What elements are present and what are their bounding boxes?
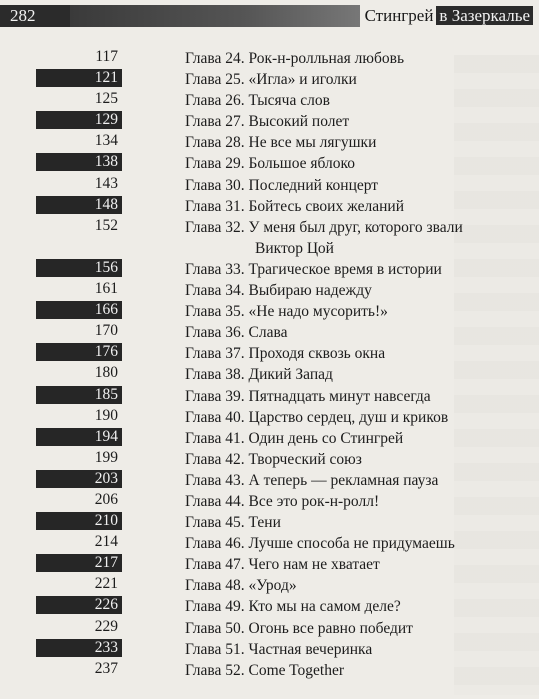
toc-page-number: 194 <box>36 428 122 446</box>
toc-page-number: 117 <box>95 48 118 65</box>
toc-chapter-title <box>185 554 515 575</box>
toc-chapter-title <box>185 512 515 533</box>
toc-entry <box>0 532 539 553</box>
toc-page-number: 229 <box>94 617 118 635</box>
toc-entry <box>0 342 539 363</box>
toc-chapter-title <box>185 217 515 259</box>
toc-chapter-title <box>185 111 515 132</box>
toc-chapter-title <box>185 639 515 660</box>
toc-chapter-title-text: Глава 33. Трагическое время в истории <box>185 260 442 278</box>
running-title <box>365 6 533 26</box>
toc-chapter-title-text: Глава 39. Пятнадцать минут навсегда <box>185 387 431 405</box>
toc-entry <box>0 617 539 638</box>
toc-chapter-title <box>185 343 515 364</box>
toc-page-number: 148 <box>36 196 122 214</box>
page-header <box>0 0 539 30</box>
toc-chapter-title-text: Глава 26. Тысяча слов <box>185 92 330 110</box>
toc-page-number: 180 <box>94 364 118 382</box>
toc-chapter-title <box>185 407 515 428</box>
toc-chapter-title <box>185 470 515 491</box>
toc-chapter-title <box>185 618 515 639</box>
toc-chapter-title-text: Глава 45. Тени <box>185 514 281 532</box>
toc-chapter-title-text: Глава 31. Бойтесь своих желаний <box>185 197 404 215</box>
toc-entry <box>0 490 539 511</box>
toc-page-number: 206 <box>94 490 118 508</box>
toc-chapter-title-text: Глава 41. Один день со Стингрей <box>185 429 404 447</box>
toc-page-number: 152 <box>94 216 118 234</box>
toc-chapter-title <box>185 449 515 470</box>
toc-entry <box>0 110 539 131</box>
toc-chapter-title <box>185 69 515 90</box>
toc-page-number: 233 <box>36 639 122 657</box>
toc-entry <box>0 174 539 195</box>
toc-page-number: 121 <box>36 69 122 87</box>
table-of-contents <box>0 47 539 680</box>
toc-chapter-title-text: Глава 29. Большое яблоко <box>185 155 356 173</box>
toc-chapter-title-text: Глава 43. А теперь — рекламная пауза <box>185 471 439 489</box>
toc-chapter-title-text: Глава 25. «Игла» и иголки <box>185 71 357 89</box>
toc-entry <box>0 216 539 258</box>
toc-entry <box>0 321 539 342</box>
toc-page-number: 237 <box>94 659 118 677</box>
toc-chapter-title-text: Глава 35. «Не надо мусорить!» <box>185 303 388 321</box>
toc-entry <box>0 131 539 152</box>
toc-entry <box>0 595 539 616</box>
toc-chapter-title <box>185 575 515 596</box>
running-title-prefix: Стингрей <box>364 6 434 25</box>
toc-chapter-title <box>185 301 515 322</box>
toc-chapter-title <box>185 175 515 196</box>
toc-entry <box>0 448 539 469</box>
toc-chapter-title <box>185 280 515 301</box>
toc-chapter-title-text: Глава 24. Рок-н-ролльная любовь <box>185 50 405 67</box>
toc-chapter-title-text: Глава 30. Последний концерт <box>185 176 379 194</box>
toc-page-number: 217 <box>36 554 122 572</box>
toc-page-number: 185 <box>36 386 122 404</box>
toc-chapter-title-text: Глава 36. Слава <box>185 324 288 342</box>
toc-entry <box>0 659 539 680</box>
toc-page-number: 125 <box>94 90 118 108</box>
toc-chapter-title <box>185 660 515 681</box>
toc-page-number: 170 <box>94 322 118 340</box>
toc-chapter-title <box>185 48 515 69</box>
toc-chapter-title-text: Глава 50. Огонь все равно победит <box>185 619 413 637</box>
toc-chapter-title-text: Глава 37. Проходя сквозь окна <box>185 345 386 363</box>
toc-chapter-title <box>185 491 515 512</box>
toc-entry <box>0 152 539 173</box>
toc-chapter-title <box>185 153 515 174</box>
toc-chapter-title-text: Глава 46. Лучше способа не придумаешь <box>185 535 455 553</box>
toc-page-number: 221 <box>94 575 118 593</box>
toc-page-number: 134 <box>94 132 118 150</box>
toc-chapter-title <box>185 322 515 343</box>
toc-chapter-title-text: Глава 27. Высокий полет <box>185 113 350 131</box>
toc-entry <box>0 574 539 595</box>
toc-chapter-title-text: Глава 32. У меня был друг, которого звали <box>185 218 463 236</box>
toc-chapter-title <box>185 90 515 111</box>
toc-entry <box>0 638 539 659</box>
toc-page-number: 190 <box>94 406 118 424</box>
toc-page-number: 214 <box>94 533 118 551</box>
toc-entry <box>0 553 539 574</box>
toc-page-number: 210 <box>36 512 122 530</box>
toc-page-number: 199 <box>94 448 118 466</box>
toc-chapter-title <box>185 132 515 153</box>
toc-chapter-title-text: Глава 49. Кто мы на самом деле? <box>185 598 401 616</box>
running-title-suffix: в Зазеркалье <box>436 6 533 25</box>
toc-chapter-title <box>185 364 515 385</box>
page-number: 282 <box>0 5 70 27</box>
toc-entry <box>0 469 539 490</box>
toc-chapter-title-text: Глава 47. Чего нам не хватает <box>185 556 380 574</box>
toc-chapter-title-text: Глава 28. Не все мы лягушки <box>185 134 377 152</box>
toc-entry <box>0 427 539 448</box>
toc-chapter-title <box>185 259 515 280</box>
toc-chapter-title <box>185 196 515 217</box>
toc-chapter-title-continuation: Виктор Цой <box>255 239 334 257</box>
toc-entry <box>0 279 539 300</box>
toc-chapter-title-text: Глава 38. Дикий Запад <box>185 366 333 384</box>
toc-page-number: 176 <box>36 343 122 361</box>
toc-page-number: 203 <box>36 470 122 488</box>
toc-page-number: 143 <box>94 174 118 192</box>
toc-chapter-title-text: Глава 34. Выбираю надежду <box>185 282 372 300</box>
toc-page-number: 138 <box>36 153 122 171</box>
toc-chapter-title <box>185 386 515 407</box>
toc-entry <box>0 406 539 427</box>
toc-page-number: 166 <box>36 301 122 319</box>
toc-chapter-title-text: Глава 51. Частная вечеринка <box>185 640 373 658</box>
toc-entry <box>0 363 539 384</box>
toc-entry <box>0 258 539 279</box>
toc-page-number: 226 <box>36 596 122 614</box>
toc-page-number: 156 <box>36 259 122 277</box>
toc-chapter-title <box>185 533 515 554</box>
toc-chapter-title <box>185 428 515 449</box>
toc-entry <box>0 300 539 321</box>
toc-entry <box>0 47 539 68</box>
toc-entry <box>0 68 539 89</box>
toc-chapter-title-text: Глава 52. Come Together <box>185 661 345 679</box>
toc-chapter-title-text: Глава 48. «Урод» <box>185 577 297 595</box>
header-decorative-bar <box>70 5 360 27</box>
toc-chapter-title-text: Глава 42. Творческий союз <box>185 450 362 468</box>
toc-entry <box>0 195 539 216</box>
toc-chapter-title <box>185 596 515 617</box>
toc-entry <box>0 511 539 532</box>
toc-chapter-title-text: Глава 40. Царство сердец, душ и криков <box>185 408 449 426</box>
toc-page-number: 129 <box>36 111 122 129</box>
toc-entry <box>0 89 539 110</box>
toc-chapter-title-text: Глава 44. Все это рок-н-ролл! <box>185 492 380 510</box>
toc-entry <box>0 385 539 406</box>
toc-page-number: 161 <box>94 280 118 298</box>
